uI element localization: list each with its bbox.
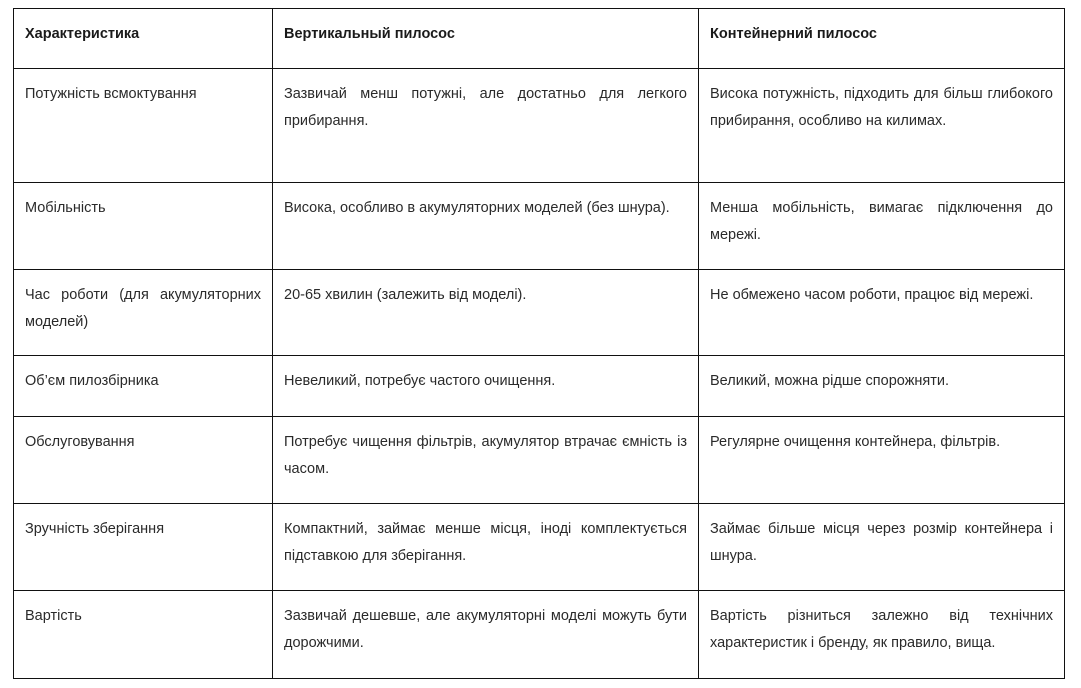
vertical-cell: Невеликий, потребує частого очищення. bbox=[273, 356, 699, 417]
vertical-cell: Компактний, займає менше місця, іноді комплектується підставкою для зберігання. bbox=[273, 504, 699, 591]
row-label: Зручність зберігання bbox=[14, 504, 273, 591]
container-cell: Вартість різниться залежно від технічних характеристик і бренду, як правило, вища. bbox=[699, 591, 1065, 679]
table-row bbox=[14, 183, 1065, 270]
container-cell: Не обмежено часом роботи, працює від мережі. bbox=[699, 270, 1065, 356]
header-characteristic: Характеристика bbox=[14, 9, 273, 69]
row-label: Вартість bbox=[14, 591, 273, 679]
table-row bbox=[14, 417, 1065, 504]
table-row bbox=[14, 69, 1065, 183]
container-cell: Великий, можна рідше спорожняти. bbox=[699, 356, 1065, 417]
vertical-cell: 20-65 хвилин (залежить від моделі). bbox=[273, 270, 699, 356]
container-cell: Регулярне очищення контейнера, фільтрів. bbox=[699, 417, 1065, 504]
header-container-vacuum: Контейнерний пилосос bbox=[699, 9, 1065, 69]
row-label: Об’єм пилозбірника bbox=[14, 356, 273, 417]
vertical-cell: Зазвичай менш потужні, але достатньо для легкого прибирання. bbox=[273, 69, 699, 183]
row-label: Час роботи (для акумуляторних моделей) bbox=[14, 270, 273, 356]
container-cell: Менша мобільність, вимагає підключення до мережі. bbox=[699, 183, 1065, 270]
container-cell: Висока потужність, підходить для більш глибокого прибирання, особливо на килимах. bbox=[699, 69, 1065, 183]
table-row bbox=[14, 356, 1065, 417]
table-row bbox=[14, 270, 1065, 356]
table-row bbox=[14, 591, 1065, 679]
table-header-row bbox=[14, 9, 1065, 69]
row-label: Потужність всмоктування bbox=[14, 69, 273, 183]
vertical-cell: Потребує чищення фільтрів, акумулятор втрачає ємність із часом. bbox=[273, 417, 699, 504]
container-cell: Займає більше місця через розмір контейнера і шнура. bbox=[699, 504, 1065, 591]
table-row bbox=[14, 504, 1065, 591]
vertical-cell: Зазвичай дешевше, але акумуляторні моделі можуть бути дорожчими. bbox=[273, 591, 699, 679]
comparison-table-container bbox=[13, 8, 1064, 679]
row-label: Мобільність bbox=[14, 183, 273, 270]
vertical-cell: Висока, особливо в акумуляторних моделей (без шнура). bbox=[273, 183, 699, 270]
header-vertical-vacuum: Вертикальный пилосос bbox=[273, 9, 699, 69]
row-label: Обслуговування bbox=[14, 417, 273, 504]
comparison-table bbox=[13, 8, 1065, 679]
